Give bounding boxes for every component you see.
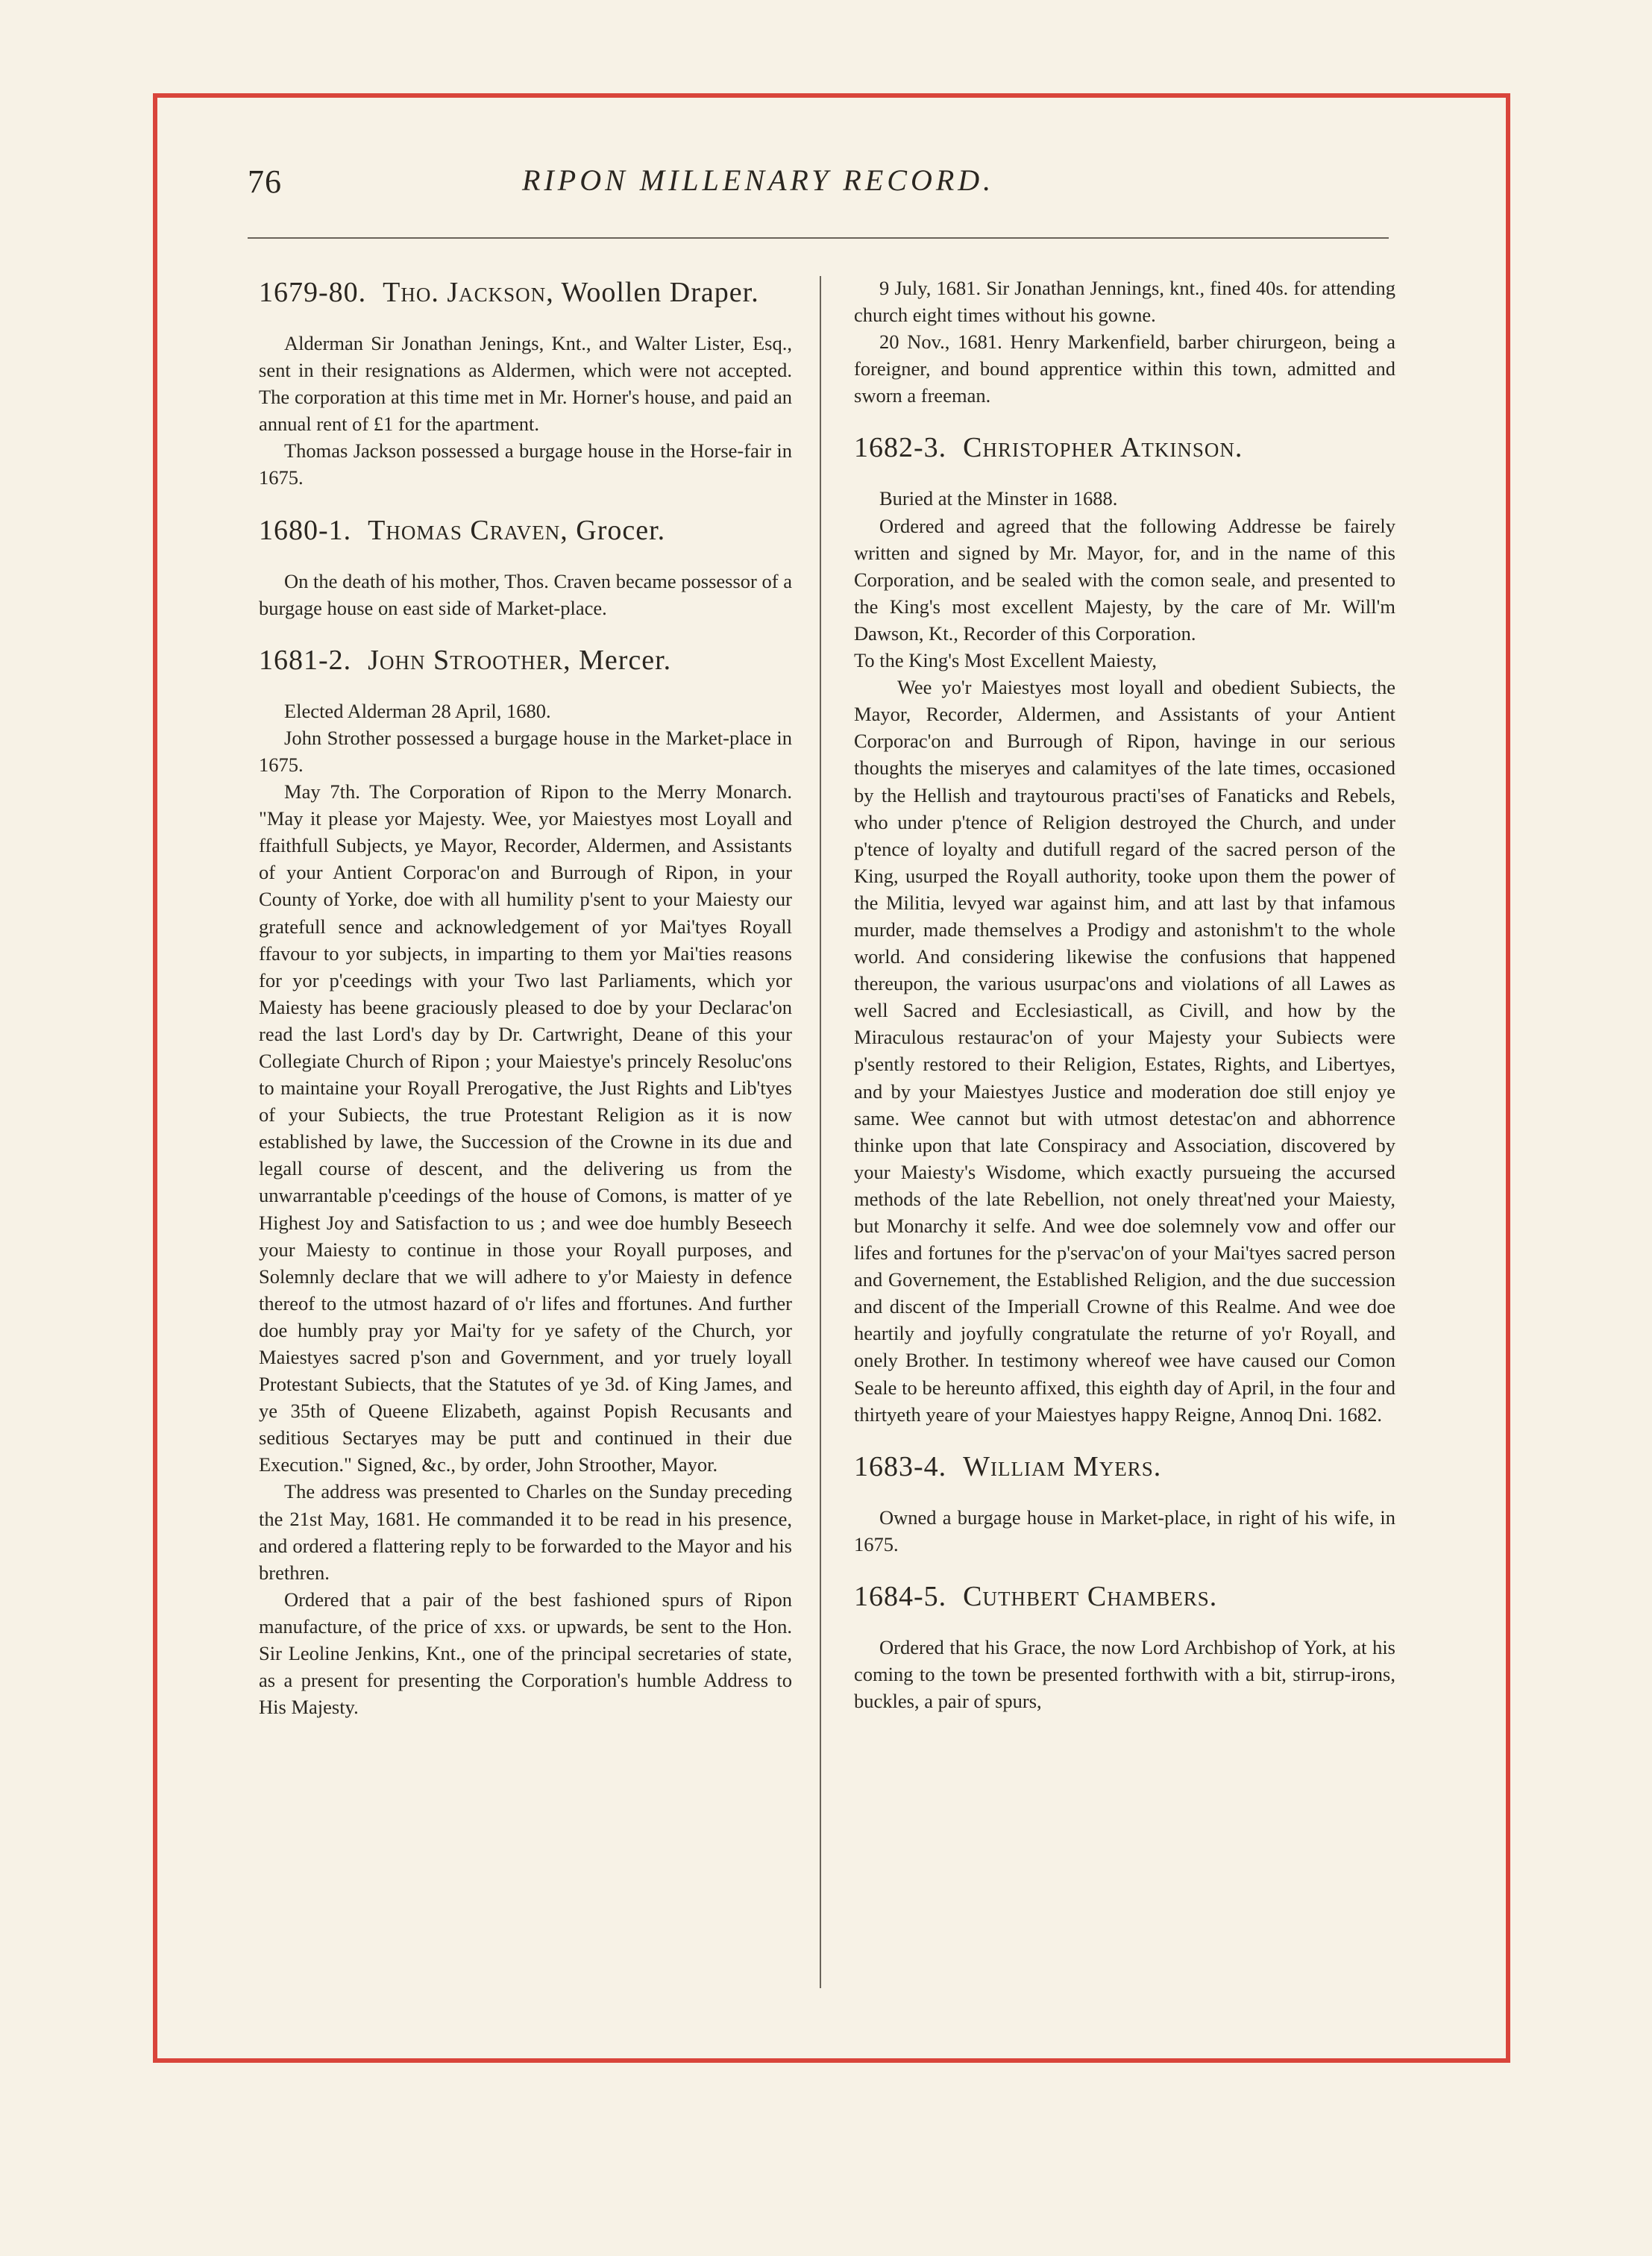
entry-name: Cuthbert Chambers. <box>963 1580 1218 1612</box>
entry-heading <box>854 430 1395 466</box>
entry-name: William Myers. <box>963 1450 1162 1482</box>
entry-year: 1681-2. <box>259 644 352 676</box>
entry-trade: , Grocer. <box>560 514 666 546</box>
paragraph: Buried at the Minster in 1688. <box>879 487 1118 510</box>
paragraph: Ordered and agreed that the following Addresse be fairely written and signed by Mr. Mayor, for, and in the name of this Corporation, and be sealed with the comon seale, and presented to the King's most excellent Majesty, by the care of Mr. Will'm Dawson, Kt., Recorder of this Corporation. <box>854 514 1395 645</box>
entry-year: 1682-3. <box>854 432 947 464</box>
paragraph: Alderman Sir Jonathan Jenings, Knt., and Walter Lister, Esq., sent in their resignations as Aldermen, which were not accepted. The corporation at this time met in Mr. Horner's house, and paid an annual rent of £1 for the apartment. <box>259 332 792 436</box>
mayor-entry <box>854 1579 1395 1714</box>
right-column <box>854 275 1395 1735</box>
entry-name: Christopher Atkinson. <box>963 432 1243 464</box>
entry-year: 1683-4. <box>854 1450 947 1482</box>
paragraph: 20 Nov., 1681. Henry Markenfield, barber chirurgeon, being a foreigner, and bound apprentice within this town, admitted and sworn a freeman. <box>854 330 1395 407</box>
mayor-entry <box>854 1449 1395 1558</box>
header-rule <box>248 237 1389 239</box>
running-title: RIPON MILLENARY RECORD. <box>522 163 995 197</box>
entry-name: Tho. Jackson <box>383 277 547 308</box>
entry-heading <box>854 1449 1395 1485</box>
mayor-entry <box>259 513 792 621</box>
paragraph: John Strother possessed a burgage house in the Market-place in 1675. <box>259 726 792 776</box>
continued-entry <box>854 275 1395 409</box>
entry-year: 1680-1. <box>259 514 352 546</box>
entry-year: 1679-80. <box>259 277 367 308</box>
entry-name: John Stroother <box>368 644 564 676</box>
entry-heading <box>259 275 792 310</box>
left-column <box>259 275 792 1741</box>
paragraph: May 7th. The Corporation of Ripon to the Merry Monarch. "May it please yor Majesty. Wee, yor Maiestyes most Loyall and ffaithfull Subjects, ye Mayor, Recorder, Aldermen, and Assistants of your Antient Corporac'on and Burrough of Ripon, in your County of Yorke, doe with all humility p'sent to your Maiesty our gratefull sence and acknowledgement of yor Mai'tyes Royall ffavour to yor subjects, in imparting to them yor Mai'ties reasons for yor p'ceedings with your Two last Parliaments, which yor Maiesty has beene graciously pleased to doe by your Declarac'on read the last Lord's day by Dr. Cartwright, Deane of this your Collegiate Church of Ripon ; your Maiestye's princely Resoluc'ons to maintaine your Royall Prerogative, the Just Rights and Lib'tyes of your Subiects, the true Protestant Religion as it is now established by lawe, the Succession of the Crowne in its due and legall course of descent, and the delivering us from the unwarrantable p'ceedings of the house of Comons, is matter of ye Highest Joy and Satisfaction to us ; and wee doe humbly Beseech your Maiesty to continue in those your Royall purposes, and Solemnly declare that we will adhere to y'or Maiesty in defence thereof to the utmost hazard of o'r lifes and ffortunes. And further doe humbly pray yor Mai'ty for ye safety of the Church, yor Maiestyes sacred p'son and Government, and yor truely loyall Protestant Subiects, that the Statutes of ye 3d. of King James, and ye 35th of Queene Elizabeth, against Popish Recusants and seditious Sectaryes may be putt and continued in their due Execution." Signed, &c., by order, John Stroother, Mayor. <box>259 780 792 1476</box>
paragraph: Thomas Jackson possessed a burgage house in the Horse-fair in 1675. <box>259 439 792 489</box>
paragraph: The address was presented to Charles on the Sunday preceding the 21st May, 1681. He commanded it to be read in his presence, and ordered a flattering reply to be forwarded to the Mayor and his brethren. <box>259 1480 792 1584</box>
mayor-entry <box>854 430 1395 1427</box>
paragraph: 9 July, 1681. Sir Jonathan Jennings, knt., fined 40s. for attending church eight times without his gowne. <box>854 277 1395 327</box>
entry-heading <box>259 513 792 548</box>
paragraph: On the death of his mother, Thos. Craven became possessor of a burgage house on east side of Market-place. <box>259 569 792 619</box>
page-number: 76 <box>248 163 282 200</box>
entry-name: Thomas Craven <box>368 514 561 546</box>
mayor-entry <box>259 275 792 492</box>
address-salutation: To the King's Most Excellent Maiesty, <box>854 649 1158 672</box>
paragraph: Ordered that a pair of the best fashioned spurs of Ripon manufacture, of the price of xxs. or upwards, be sent to the Hon. Sir Leoline Jenkins, Knt., one of the principal secretaries of state, as a present for presenting the Corporation's humble Address to His Majesty. <box>259 1588 792 1719</box>
entry-year: 1684-5. <box>854 1580 947 1612</box>
mayor-entry <box>259 642 792 1721</box>
paragraph: Ordered that his Grace, the now Lord Archbishop of York, at his coming to the town be presented forthwith with a bit, stirrup-irons, buckles, a pair of spurs, <box>854 1635 1395 1713</box>
entry-heading <box>854 1579 1395 1614</box>
column-divider <box>820 276 821 1988</box>
paragraph: Owned a burgage house in Market-place, in right of his wife, in 1675. <box>854 1505 1395 1555</box>
entry-trade: , Mercer. <box>563 644 672 676</box>
paragraph: Wee yo'r Maiestyes most loyall and obedient Subiects, the Mayor, Recorder, Aldermen, and Assistants of your Antient Corporac'on and Burrough of Ripon, havinge in our serious thoughts the miseryes and calamityes of the late times, occasioned by the Hellish and traytourous practi'ses of Fanaticks and Rebels, who under p'tence of Religion destroyed the Church, and under p'tence of loyalty and dutifull regard of the sacred person of the King, usurped the Royall authority, tooke upon them the power of the Militia, levyed war against him, and att last by that infamous murder, made themselves a Prodigy and astonishm't to the whole world. And considering likewise the confusions that happened thereupon, the various usurpac'ons and violations of all Lawes as well Sacred and Ecclesiasticall, as Civill, and how by the Miraculous restaurac'on of your Majesty your Subiects were p'sently restored to their Religion, Estates, Rights, and Libertyes, and by your Maiestyes Justice and moderation doe still enjoy ye same. Wee cannot but with utmost detestac'on and abhorrence thinke upon that late Conspiracy and Association, discovered by your Maiesty's Wisdome, which exactly pursueing the accursed methods of the late Rebellion, not onely threat'ned your Maiesty, but Monarchy it selfe. And wee doe solemnely vow and offer our lifes and fortunes for the p'servac'on of your Mai'tyes sacred person and Governement, the Established Religion, and the due succession and discent of the Imperiall Crowne of this Realme. And wee doe heartily and joyfully congratulate the returne of yo'r Royall, and onely Brother. In testimony whereof wee have caused our Comon Seale to be hereunto affixed, this eighth day of April, in the four and thirtyeth yeare of your Maiestyes happy Reigne, Annoq Dni. 1682. <box>854 676 1395 1426</box>
paragraph: Elected Alderman 28 April, 1680. <box>284 699 551 722</box>
entry-heading <box>259 642 792 678</box>
entry-trade: , Woollen Draper. <box>546 277 759 308</box>
